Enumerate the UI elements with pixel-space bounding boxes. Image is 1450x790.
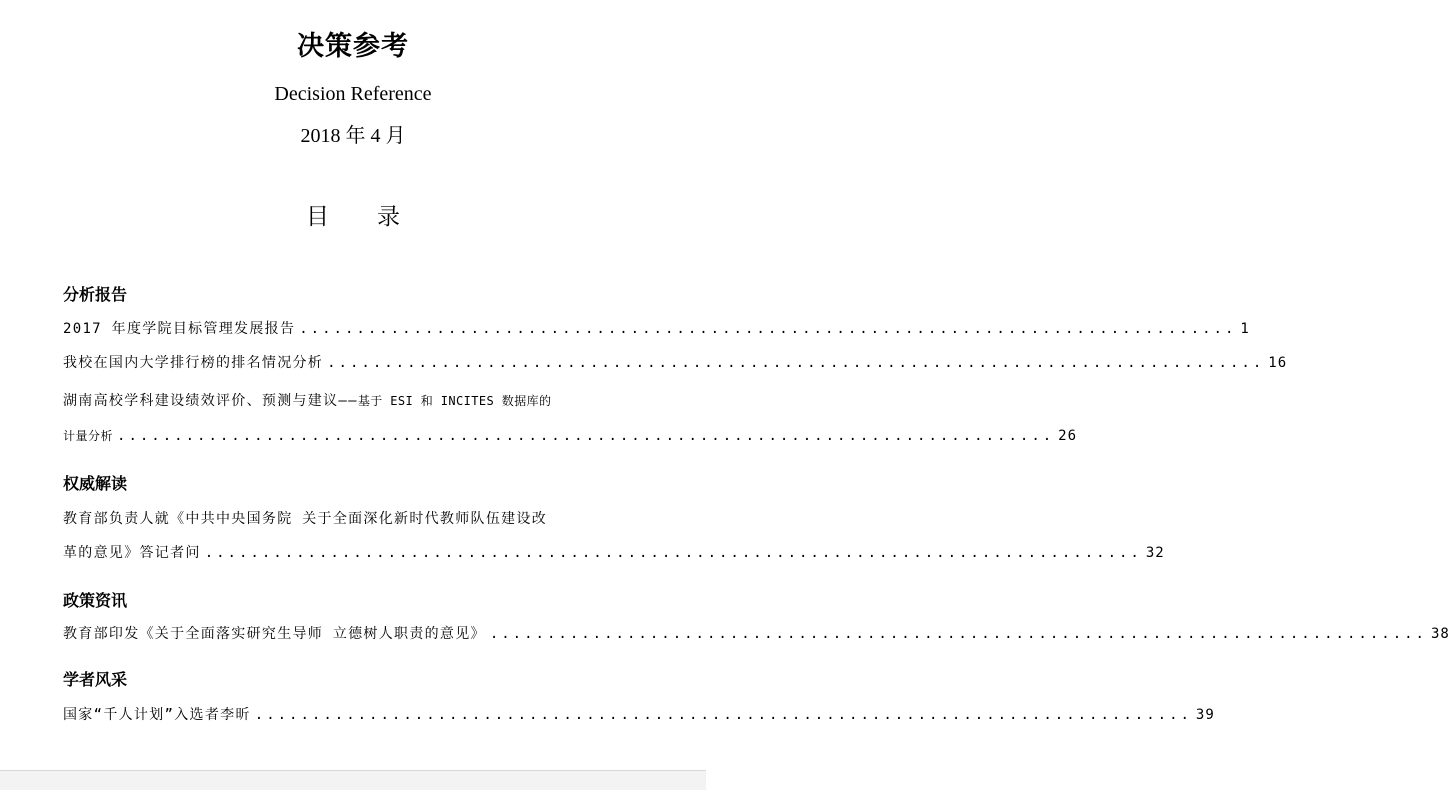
toc-entry[interactable] — [63, 318, 1250, 338]
toc-entry-text: 国家“千人计划”入选者李昕 — [63, 707, 251, 723]
toc-page-number: 32 — [1145, 545, 1165, 561]
toc-entry-text: 湖南高校学科建设绩效评价、预测与建议—— — [63, 393, 358, 409]
toc-entry[interactable] — [63, 542, 1165, 562]
section-heading: 权威解读 — [63, 474, 128, 493]
document-subtitle: Decision Reference — [274, 83, 432, 105]
toc-entry-line1[interactable] — [63, 508, 643, 528]
document-title: 决策参考 — [297, 31, 409, 62]
toc-entry-text: 革的意见》答记者问 — [63, 545, 201, 561]
toc-heading-right: 录 — [377, 204, 400, 230]
toc-page-number: 1 — [1240, 321, 1250, 337]
toc-entry-text: 教育部负责人就《中共中央国务院 关于全面深化新时代教师队伍建设改 — [63, 511, 548, 527]
toc-heading-left: 目 — [306, 204, 329, 230]
leader-dots: .................................................................................. — [327, 355, 1265, 371]
section-heading: 学者风采 — [63, 670, 128, 689]
toc-page-number: 39 — [1195, 707, 1215, 723]
section-heading: 分析报告 — [63, 285, 128, 304]
toc-page-number: 16 — [1268, 355, 1288, 371]
toc-entry-line1[interactable] — [63, 390, 643, 410]
toc-entry-subtext: 基于 ESI 和 INCITES 数据库的 — [357, 394, 552, 408]
leader-dots: .................................................................................. — [299, 321, 1237, 337]
toc-heading — [0, 198, 706, 231]
leader-dots: .................................................................................. — [204, 545, 1142, 561]
toc-entry-text: 我校在国内大学排行榜的排名情况分析 — [63, 355, 324, 371]
toc-entry[interactable] — [63, 623, 1450, 643]
document-date: 2018 年 4 月 — [300, 125, 406, 147]
toc-page-number: 26 — [1058, 428, 1078, 444]
page-bottom-edge — [0, 770, 706, 790]
leader-dots: .................................................................................. — [489, 626, 1427, 642]
leader-dots: .................................................................................. — [254, 707, 1192, 723]
toc-page-number: 38 — [1430, 626, 1450, 642]
toc-entry-subtext: 计量分析 — [63, 429, 114, 443]
leader-dots: .................................................................................. — [117, 428, 1055, 444]
section-heading: 政策资讯 — [63, 591, 128, 610]
toc-entry[interactable] — [63, 352, 1288, 372]
toc-entry-text: 2017 年度学院目标管理发展报告 — [63, 321, 296, 337]
toc-entry[interactable] — [63, 704, 1215, 724]
toc-entry[interactable] — [63, 427, 1078, 447]
toc-entry-text: 教育部印发《关于全面落实研究生导师 立德树人职责的意见》 — [63, 626, 486, 642]
